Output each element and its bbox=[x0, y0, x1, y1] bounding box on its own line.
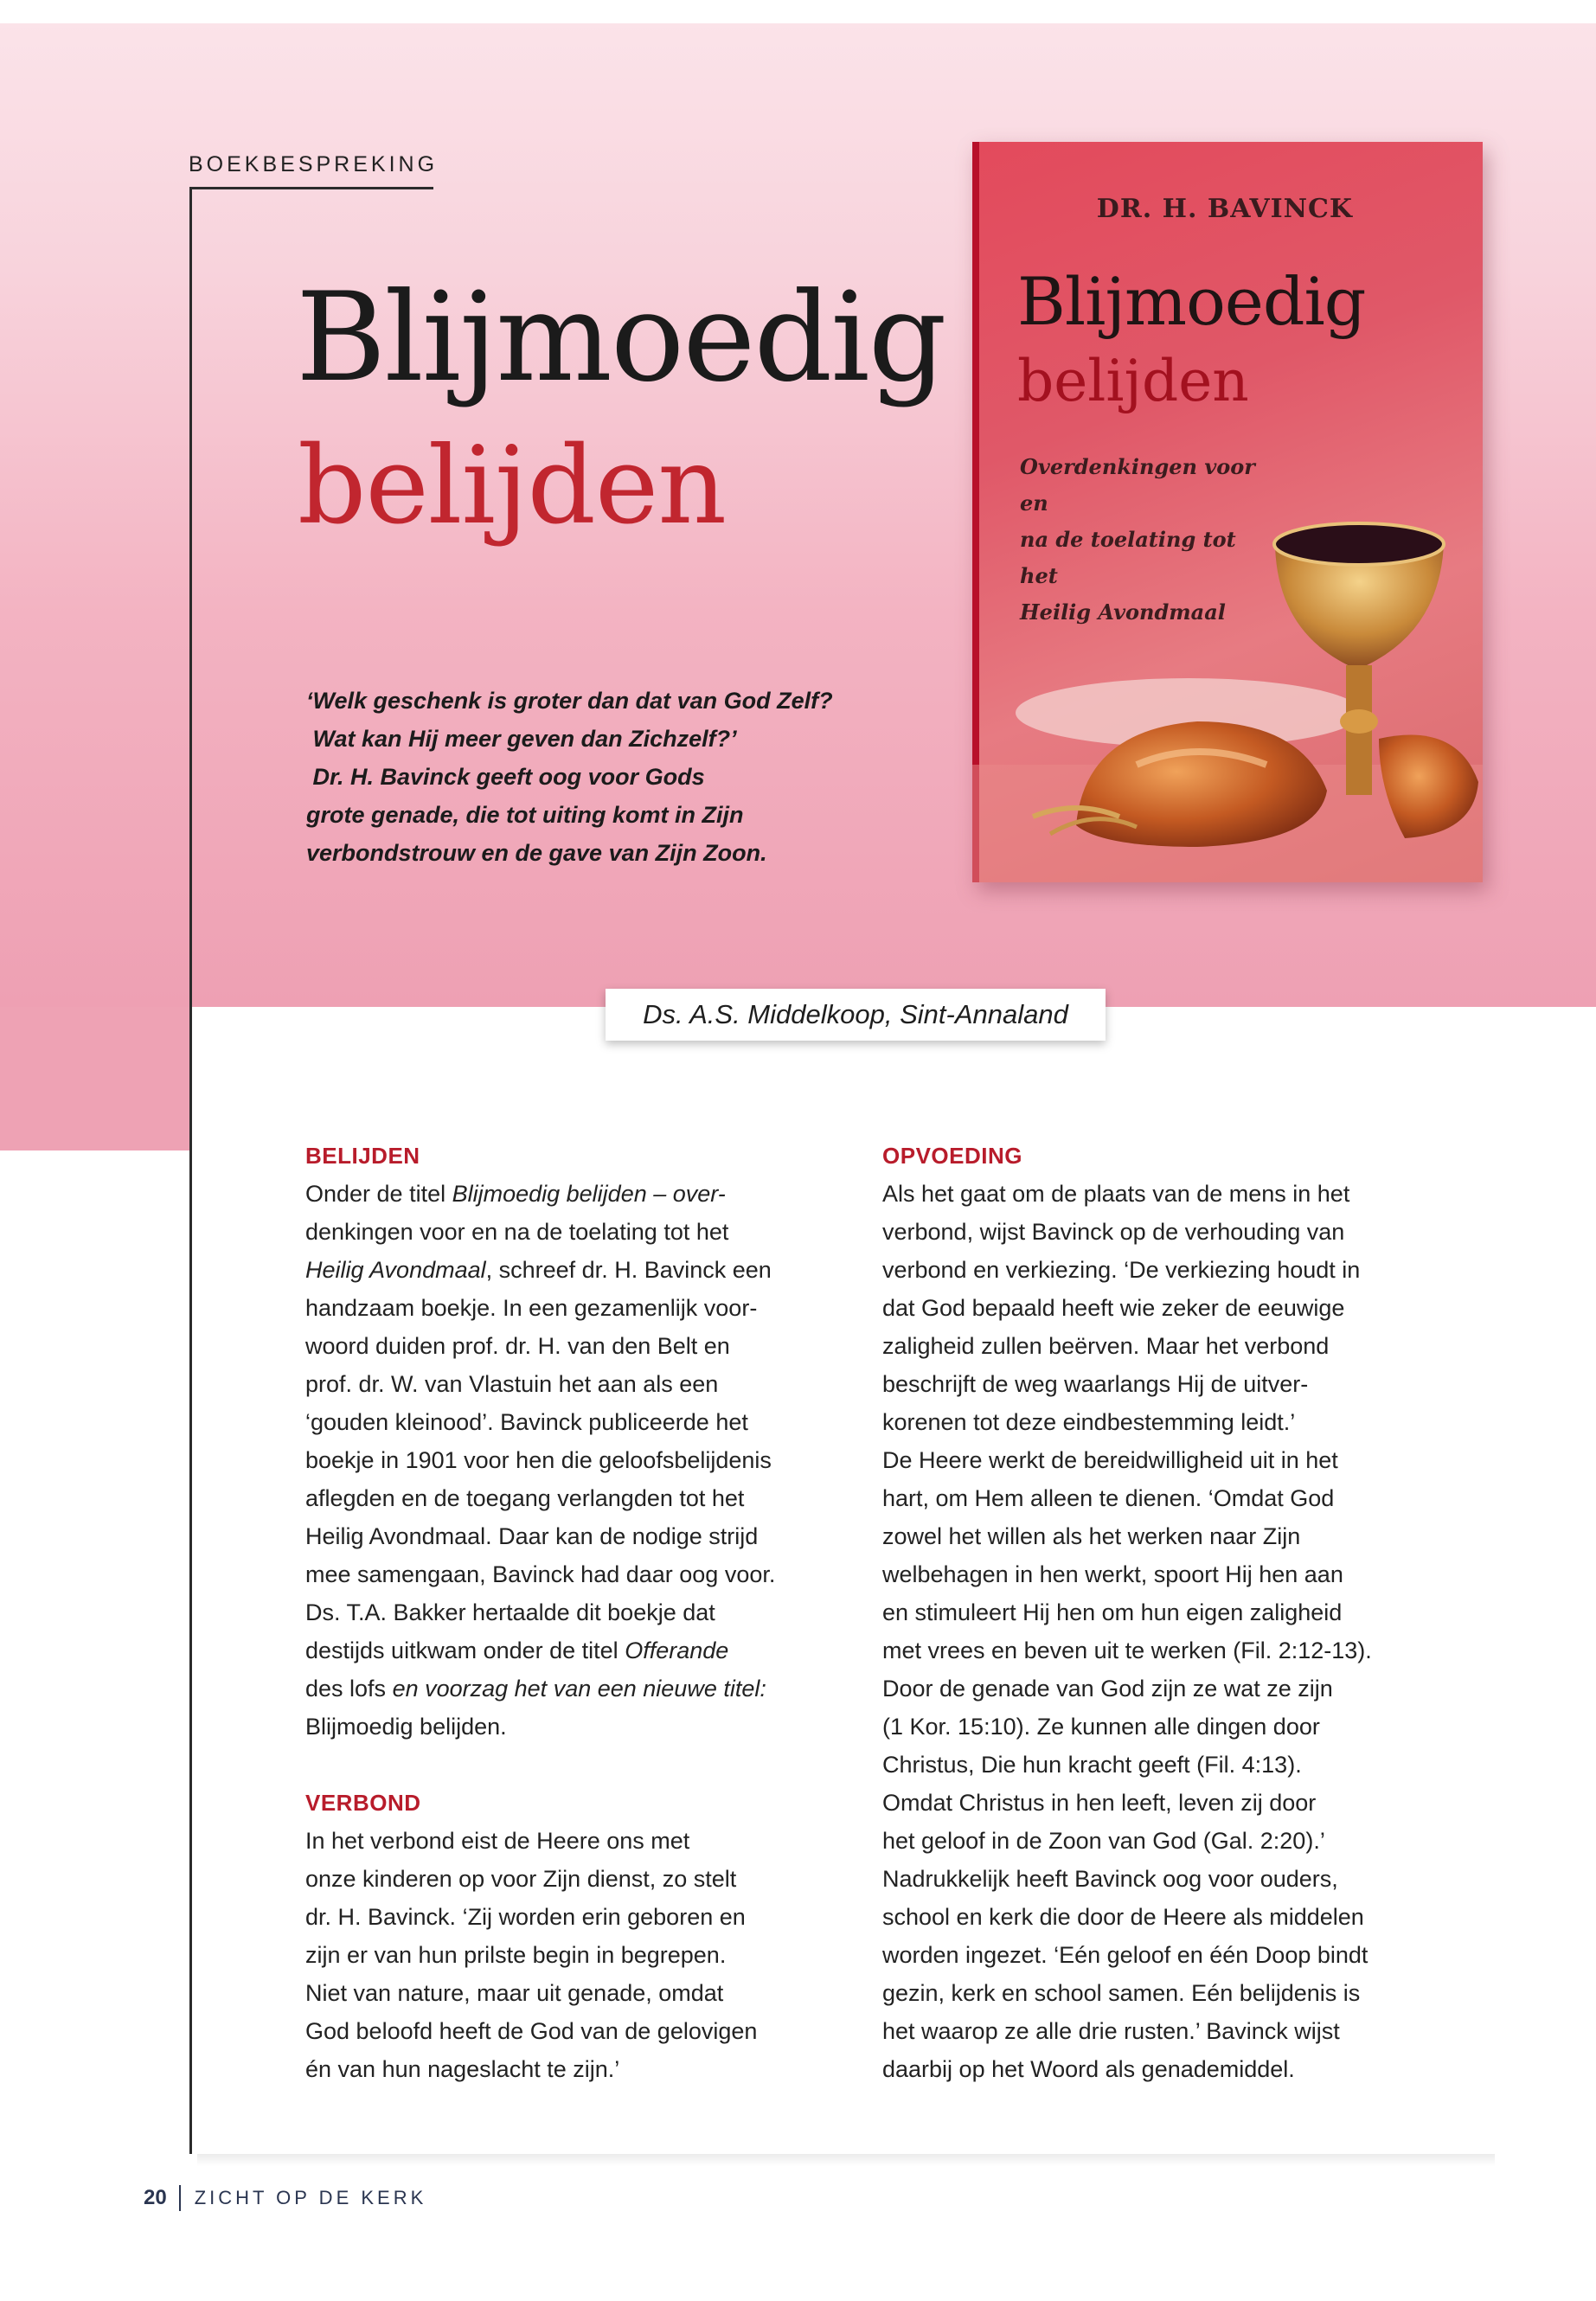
text-line: denkingen voor en na de toelating tot het bbox=[305, 1219, 729, 1245]
book-cover-image bbox=[972, 142, 1483, 882]
cover-subtitle-line: Overdenkingen voor en bbox=[1020, 454, 1255, 516]
text-line: en stimuleert Hij hen om hun eigen zaligheid bbox=[882, 1599, 1343, 1625]
text-line: Niet van nature, maar uit genade, omdat bbox=[305, 1980, 724, 2006]
author-credit: Ds. A.S. Middelkoop, Sint-Annaland bbox=[606, 989, 1106, 1041]
text-line: Ds. T.A. Bakker hertaalde dit boekje dat bbox=[305, 1599, 715, 1625]
text-line: dr. H. Bavinck. ‘Zij worden erin geboren en bbox=[305, 1904, 746, 1930]
text-line: Omdat Christus in hen leeft, leven zij door bbox=[882, 1790, 1317, 1816]
quote-line: grote genade, die tot uiting komt in Zijn bbox=[306, 802, 744, 828]
text-line: school en kerk die door de Heere als middelen bbox=[882, 1904, 1364, 1930]
text-line: woord duiden prof. dr. H. van den Belt en bbox=[305, 1333, 730, 1359]
text-line: én van hun nageslacht te zijn.’ bbox=[305, 2056, 620, 2082]
paragraph-verbond bbox=[305, 1822, 816, 2088]
intro-quote bbox=[306, 682, 860, 872]
text-line: het geloof in de Zoon van God (Gal. 2:20).’ bbox=[882, 1828, 1325, 1854]
text-line: onze kinderen op voor Zijn dienst, zo stelt bbox=[305, 1866, 737, 1892]
text-line: destijds uitkwam onder de titel Offerande bbox=[305, 1638, 729, 1663]
text-line: boekje in 1901 voor hen die geloofsbelijdenis bbox=[305, 1447, 772, 1473]
text-line: Onder de titel Blijmoedig belijden – over- bbox=[305, 1181, 726, 1207]
text-line: met vrees en beven uit te werken (Fil. 2:12-13). bbox=[882, 1638, 1372, 1663]
decorative-pink-strip bbox=[0, 1007, 190, 1150]
quote-line: verbondstrouw en de gave van Zijn Zoon. bbox=[306, 840, 767, 866]
text-line: worden ingezet. ‘Eén geloof en één Doop bindt bbox=[882, 1942, 1368, 1968]
text-line: verbond, wijst Bavinck op de verhouding van bbox=[882, 1219, 1345, 1245]
text-line: beschrijft de weg waarlangs Hij de uitver- bbox=[882, 1371, 1309, 1397]
text-line: Heilig Avondmaal. Daar kan de nodige strijd bbox=[305, 1523, 759, 1549]
right-column bbox=[882, 1137, 1419, 2088]
text-line: des lofs en voorzag het van een nieuwe titel: bbox=[305, 1676, 766, 1702]
quote-line: ‘Welk geschenk is groter dan dat van God Zelf? bbox=[306, 688, 833, 714]
text-line: daarbij op het Woord als genademiddel. bbox=[882, 2056, 1295, 2082]
text-line: handzaam boekje. In een gezamenlijk voor- bbox=[305, 1295, 758, 1321]
footer-separator bbox=[179, 2185, 181, 2211]
chalice-and-bread-illustration bbox=[972, 505, 1483, 882]
text-line: Heilig Avondmaal, schreef dr. H. Bavinck een bbox=[305, 1257, 772, 1283]
article-title-line1: Blijmoedig bbox=[296, 266, 945, 409]
text-line: ‘gouden kleinood’. Bavinck publiceerde het bbox=[305, 1409, 748, 1435]
section-heading-opvoeding: OPVOEDING bbox=[882, 1143, 1022, 1169]
text-line: mee samengaan, Bavinck had daar oog voor. bbox=[305, 1561, 776, 1587]
text-line: (1 Kor. 15:10). Ze kunnen alle dingen door bbox=[882, 1714, 1320, 1740]
text-line: Blijmoedig belijden. bbox=[305, 1714, 507, 1740]
text-line: Christus, Die hun kracht geeft (Fil. 4:13). bbox=[882, 1752, 1302, 1778]
quote-line: Wat kan Hij meer geven dan Zichzelf?’ bbox=[306, 726, 737, 752]
text-line: De Heere werkt de bereidwilligheid uit in het bbox=[882, 1447, 1338, 1473]
vertical-rule bbox=[189, 187, 192, 2154]
text-line: God beloofd heeft de God van de gelovigen bbox=[305, 2018, 758, 2044]
footer-divider bbox=[197, 2154, 1495, 2166]
cover-title-line1: Blijmoedig bbox=[1017, 263, 1366, 340]
text-line: korenen tot deze eindbestemming leidt.’ bbox=[882, 1409, 1296, 1435]
text-line: zijn er van hun prilste begin in begrepen. bbox=[305, 1942, 727, 1968]
text-line: gezin, kerk en school samen. Eén belijdenis is bbox=[882, 1980, 1361, 2006]
paragraph-opvoeding bbox=[882, 1175, 1419, 2088]
section-heading-verbond: VERBOND bbox=[305, 1790, 421, 1816]
magazine-name: ZICHT OP DE KERK bbox=[194, 2187, 427, 2208]
text-line: het waarop ze alle drie rusten.’ Bavinck wijst bbox=[882, 2018, 1340, 2044]
cover-author: DR. H. BAVINCK bbox=[1096, 194, 1353, 224]
paragraph-belijden bbox=[305, 1175, 816, 1746]
article-title-line2: belijden bbox=[298, 424, 727, 548]
label-rule bbox=[189, 187, 433, 189]
cover-subtitle-line: Heilig Avondmaal bbox=[1020, 599, 1226, 625]
text-line: In het verbond eist de Heere ons met bbox=[305, 1828, 690, 1854]
quote-line: Dr. H. Bavinck geeft oog voor Gods bbox=[306, 764, 705, 790]
text-line: dat God bepaald heeft wie zeker de eeuwige bbox=[882, 1295, 1345, 1321]
cover-title-line2: belijden bbox=[1017, 348, 1249, 414]
cover-subtitle-line: na de toelating tot het bbox=[1020, 527, 1236, 588]
text-line: Als het gaat om de plaats van de mens in het bbox=[882, 1181, 1350, 1207]
section-heading-belijden: BELIJDEN bbox=[305, 1143, 420, 1169]
left-column bbox=[305, 1137, 816, 2088]
text-line: aflegden en de toegang verlangden tot het bbox=[305, 1485, 745, 1511]
text-line: verbond en verkiezing. ‘De verkiezing houdt in bbox=[882, 1257, 1361, 1283]
page-number: 20 bbox=[144, 2186, 167, 2209]
text-line: welbehagen in hen werkt, spoort Hij hen aan bbox=[882, 1561, 1343, 1587]
text-line: Door de genade van God zijn ze wat ze zijn bbox=[882, 1676, 1333, 1702]
text-line: hart, om Hem alleen te dienen. ‘Omdat God bbox=[882, 1485, 1335, 1511]
text-line: zaligheid zullen beërven. Maar het verbond bbox=[882, 1333, 1330, 1359]
section-label: BOEKBESPREKING bbox=[189, 152, 439, 176]
page-footer bbox=[144, 2185, 426, 2211]
text-line: prof. dr. W. van Vlastuin het aan als een bbox=[305, 1371, 719, 1397]
text-line: zowel het willen als het werken naar Zijn bbox=[882, 1523, 1301, 1549]
text-line: Nadrukkelijk heeft Bavinck oog voor ouders, bbox=[882, 1866, 1338, 1892]
